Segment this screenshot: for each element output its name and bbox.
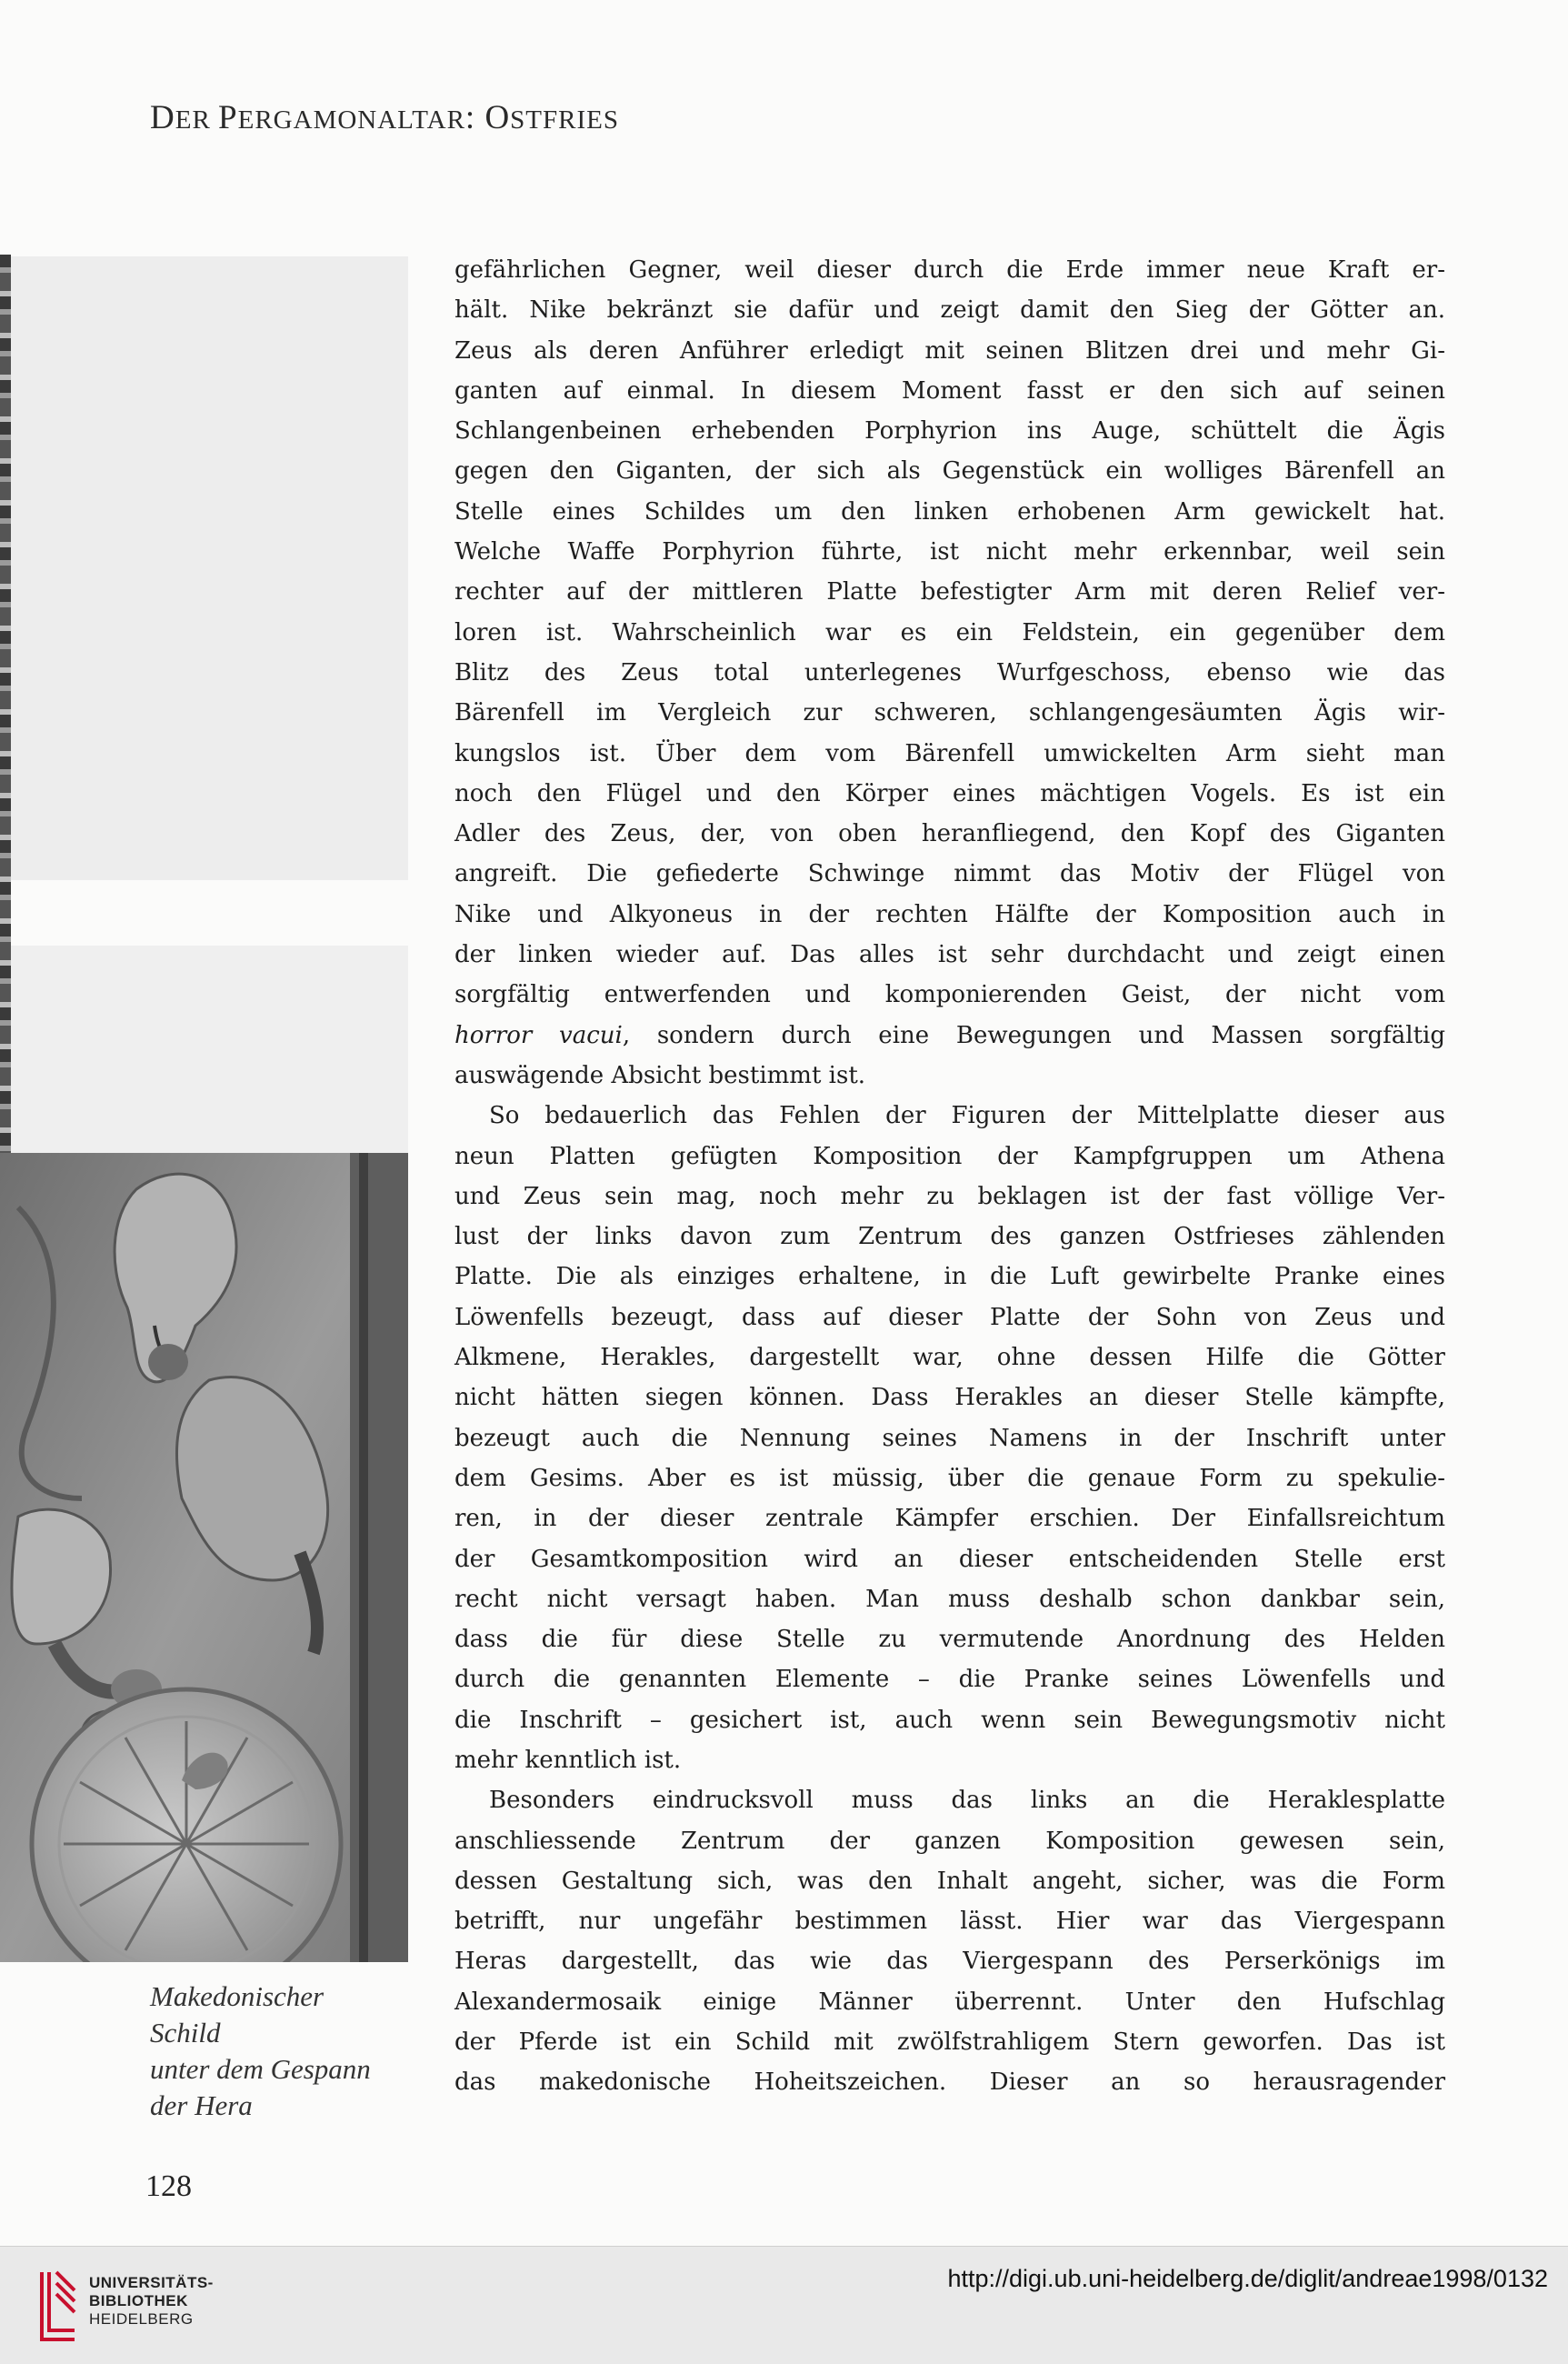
text-line: horror vacui, sondern durch eine Bewegungen und Massen sorgfältig bbox=[454, 1021, 1445, 1049]
text-line: Stelle eines Schildes um den linken erhobenen Arm gewickelt hat. bbox=[454, 497, 1445, 526]
text-line: lust der links davon zum Zentrum des ganzen Ostfrieses zählenden bbox=[454, 1223, 1445, 1251]
text-line: neun Platten gefügten Komposition der Kampfgruppen um Athena bbox=[454, 1142, 1445, 1170]
text-line: ganten auf einmal. In diesem Moment fasst er den sich auf seinen bbox=[454, 376, 1445, 405]
text-line: nicht hätten siegen können. Dass Herakles an dieser Stelle kämpfte, bbox=[454, 1384, 1445, 1412]
text-line: loren ist. Wahrscheinlich war es ein Feldstein, ein gegenüber dem bbox=[454, 618, 1445, 646]
text-line: bezeugt auch die Nennung seines Namens in der Inschrift unter bbox=[454, 1424, 1445, 1452]
text-line: Adler des Zeus, der, von oben heranfliegend, den Kopf des Giganten bbox=[454, 820, 1445, 848]
text-line: und Zeus sein mag, noch mehr zu beklagen ist der fast völlige Ver- bbox=[454, 1182, 1445, 1210]
text-line: die Inschrift – gesichert ist, auch wenn sein Bewegungsmotiv nicht bbox=[454, 1706, 1445, 1734]
body-text bbox=[454, 250, 1445, 2103]
text-line: Löwenfells bezeugt, dass auf dieser Platte der Sohn von Zeus und bbox=[454, 1303, 1445, 1331]
text-line: Alexandermosaik einige Männer überrennt. Unter den Hufschlag bbox=[454, 1988, 1445, 2016]
text-line: mehr kenntlich ist. bbox=[454, 1746, 682, 1774]
text-line: hält. Nike bekränzt sie dafür und zeigt damit den Sieg der Götter an. bbox=[454, 296, 1445, 325]
text-line: noch den Flügel und den Körper eines mächtigen Vogels. Es ist ein bbox=[454, 779, 1445, 807]
text-line: dessen Gestaltung sich, was den Inhalt angeht, sicher, was die Form bbox=[454, 1867, 1445, 1895]
text-line: Bärenfell im Vergleich zur schweren, schlangengesäumten Ägis wir- bbox=[454, 699, 1445, 727]
text-line: der Gesamtkomposition wird an dieser entscheidenden Stelle erst bbox=[454, 1545, 1445, 1573]
relief-photo bbox=[0, 1153, 408, 1962]
text-line: rechter auf der mittleren Platte befestigter Arm mit deren Relief ver- bbox=[454, 578, 1445, 606]
text-line: Platte. Die als einziges erhaltene, in die Luft gewirbelte Pranke eines bbox=[454, 1263, 1445, 1291]
page-number: 128 bbox=[145, 2169, 192, 2203]
paragraph bbox=[454, 250, 1445, 1096]
text-line: durch die genannten Elemente – die Pranke seines Löwenfells und bbox=[454, 1666, 1445, 1694]
text-line: sorgfältig entwerfenden und komponierenden Geist, der nicht vom bbox=[454, 981, 1445, 1009]
text-line: kungslos ist. Über dem vom Bärenfell umwickelten Arm sieht man bbox=[454, 739, 1445, 767]
text-line: gefährlichen Gegner, weil dieser durch die Erde immer neue Kraft er- bbox=[454, 256, 1445, 284]
library-name: UNIVERSITÄTS- BIBLIOTHEK HEIDELBERG bbox=[89, 2274, 214, 2328]
text-line: der Pferde ist ein Schild mit zwölfstrahligem Stern geworfen. Das ist bbox=[454, 2028, 1445, 2057]
source-url-link[interactable]: http://digi.ub.uni-heidelberg.de/diglit/andreae1998/0132 bbox=[947, 2265, 1548, 2292]
paragraph bbox=[454, 1780, 1445, 2102]
text-line: recht nicht versagt haben. Man muss deshalb schon dankbar sein, bbox=[454, 1585, 1445, 1613]
text-line: So bedauerlich das Fehlen der Figuren der Mittelplatte dieser aus bbox=[489, 1102, 1445, 1130]
text-line: ren, in der dieser zentrale Kämpfer erschien. Der Einfallsreichtum bbox=[454, 1505, 1445, 1533]
paragraph bbox=[454, 1096, 1445, 1780]
text-line: gegen den Giganten, der sich als Gegenstück ein wolliges Bärenfell an bbox=[454, 457, 1445, 486]
text-line: Alkmene, Herakles, dargestellt war, ohne dessen Hilfe die Götter bbox=[454, 1344, 1445, 1372]
text-line: Zeus als deren Anführer erledigt mit seinen Blitzen drei und mehr Gi- bbox=[454, 336, 1445, 365]
digitization-footer bbox=[0, 2246, 1568, 2364]
text-line: betrifft, nur ungefähr bestimmen lässt. Hier war das Viergespann bbox=[454, 1908, 1445, 1936]
text-line: auswägende Absicht bestimmt ist. bbox=[454, 1061, 866, 1089]
text-line: Heras dargestellt, das wie das Viergespann des Perserkönigs im bbox=[454, 1948, 1445, 1976]
text-line: Blitz des Zeus total unterlegenes Wurfgeschoss, ebenso wie das bbox=[454, 658, 1445, 686]
relief-illustration bbox=[0, 1153, 408, 1962]
text-line: der linken wieder auf. Das alles ist sehr durchdacht und zeigt einen bbox=[454, 941, 1445, 969]
faded-facing-page-area bbox=[11, 256, 408, 880]
running-head: DER PERGAMONALTAR: OSTFRIES bbox=[150, 99, 619, 136]
text-line: dem Gesims. Aber es ist müssig, über die genaue Form zu spekulie- bbox=[454, 1464, 1445, 1492]
faded-facing-page-area-lower bbox=[11, 946, 408, 1155]
text-line: Welche Waffe Porphyrion führte, ist nicht mehr erkennbar, weil sein bbox=[454, 538, 1445, 566]
text-line: Besonders eindrucksvoll muss das links an die Heraklesplatte bbox=[489, 1787, 1445, 1815]
figure-caption: Makedonischer Schild unter dem Gespann der Hera bbox=[150, 1980, 371, 2121]
text-line: Nike und Alkyoneus in der rechten Hälfte der Komposition auch in bbox=[454, 900, 1445, 928]
scan-edge-marks bbox=[0, 255, 11, 1164]
text-line: angreift. Die gefiederte Schwinge nimmt das Motiv der Flügel von bbox=[454, 860, 1445, 888]
text-line: das makedonische Hoheitszeichen. Dieser an so herausragender bbox=[454, 2068, 1445, 2097]
text-line: Schlangenbeinen erhebenden Porphyrion ins Auge, schüttelt die Ägis bbox=[454, 417, 1445, 446]
library-logo-icon bbox=[38, 2267, 78, 2343]
text-line: dass die für diese Stelle zu vermutende Anordnung des Helden bbox=[454, 1626, 1445, 1654]
text-line: anschliessende Zentrum der ganzen Komposition gewesen sein, bbox=[454, 1827, 1445, 1855]
